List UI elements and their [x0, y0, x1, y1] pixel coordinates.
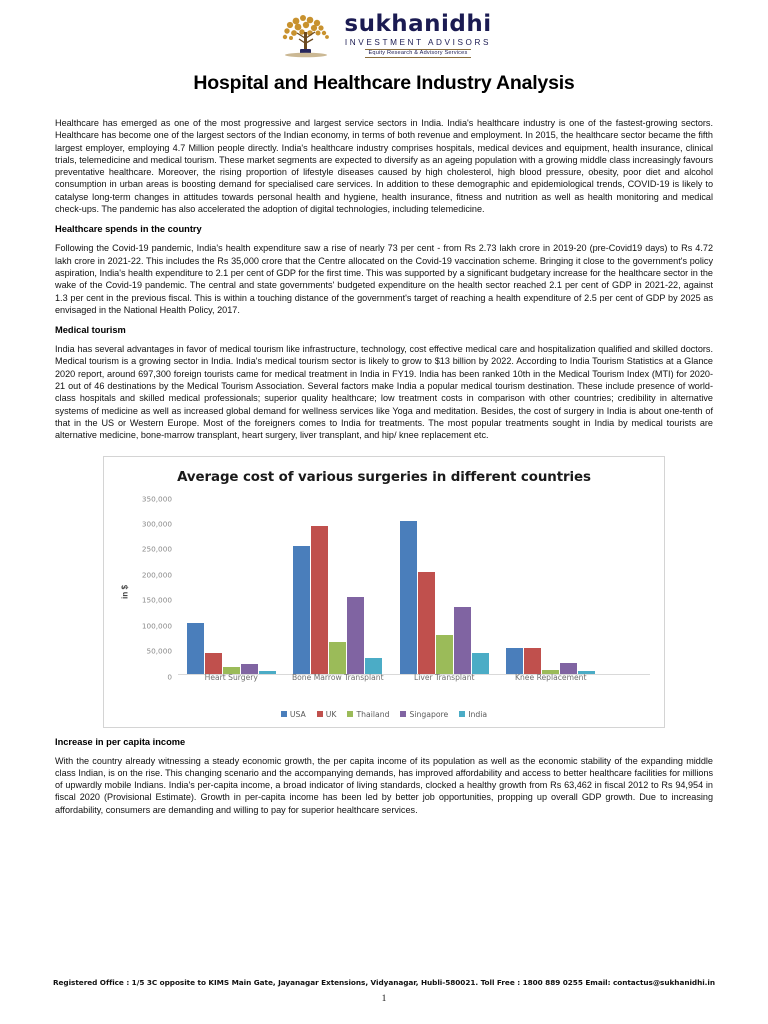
chart-legend-swatch: [400, 711, 406, 717]
chart-x-tick-label: Liver Transplant: [414, 672, 475, 682]
chart-legend-label: Thailand: [356, 709, 390, 719]
chart-bar: [454, 607, 471, 673]
chart-bar: [472, 653, 489, 673]
healthcare-spends-paragraph: Following the Covid-19 pandemic, India's health expenditure saw a rise of nearly 73 per cent - from Rs 2.73 lakh crore in 2019-20 (pre-Covid19 days) to Rs 4.72 lakh crore in 2021-22. This includes the Rs 35,000 crore that the Centre allocated on the Covid-19 vaccination scheme. Bringing it close to the government's policy aspiration, India's health expenditure to 2.1 per cent of GDP for the first time. This was supported by a significant budgetary increase for the healthcare sector in the wake of the Covid-19 pandemic. The central and state governments' budgeted expenditure on the health sector reached 2.1 per cent of GDP in 2021-22, against 1.3 per cent in the previous fiscal. This is within a touching distance of the government's target of reaching a health expenditure of 2.5 per cent of GDP by 2025 as envisaged in the National Health Policy, 2017.: [55, 243, 713, 315]
chart-bar-group: [391, 499, 498, 674]
chart-legend-item: [281, 710, 306, 719]
chart-y-tick: 350,000: [141, 494, 172, 504]
chart-y-tick: 250,000: [141, 544, 172, 554]
logo-subtitle: INVESTMENT ADVISORS: [344, 37, 492, 47]
chart-bar-group: [178, 499, 285, 674]
chart-legend-swatch: [459, 711, 465, 717]
chart-y-tick: 100,000: [141, 621, 172, 631]
chart-y-axis-label: in $: [120, 584, 130, 599]
chart-bar: [365, 658, 382, 673]
chart-y-tick: 200,000: [141, 570, 172, 580]
chart-bar: [347, 597, 364, 673]
chart-legend-item: [400, 710, 448, 719]
chart-y-axis-ticks: [130, 494, 176, 682]
section-heading-medical-tourism: Medical tourism: [55, 325, 126, 336]
chart-bar: [329, 642, 346, 674]
chart-bar: [436, 635, 453, 673]
page-number: 1: [381, 994, 387, 1004]
chart-y-tick: 50,000: [146, 646, 172, 656]
chart-bars-region: [178, 499, 650, 675]
per-capita-income-paragraph: With the country already witnessing a steady economic growth, the per capita income of its population as well as the economic stability of the expanding middle class Indian, is on the rise. This changing scenario and the accompanying demands, has improved affordability and access to better healthcare facilities for millions of upwardly mobile Indians. India's per-capita income, a broad indicator of living standards, clocked a healthy growth from Rs 63,462 in fiscal 2012 to Rs 94,954 in fiscal 2020 (Provisional Estimate). Growth in per-capita income has been led by better job opportunities, propping up overall GDP growth. Due to increasing affordability, consumers are demanding and willing to pay for superior healthcare services.: [55, 755, 713, 815]
tree-icon: [276, 12, 338, 58]
chart-legend-item: [317, 710, 337, 719]
chart-x-tick-label: Knee Replacement: [515, 672, 587, 682]
surgery-cost-chart: [103, 456, 665, 728]
document-body: [0, 117, 768, 816]
chart-legend-swatch: [347, 711, 353, 717]
chart-y-tick: 150,000: [141, 595, 172, 605]
page-footer: [0, 978, 768, 1004]
chart-y-tick: 0: [167, 672, 172, 682]
chart-bar: [506, 648, 523, 673]
section-heading-per-capita-income: Increase in per capita income: [55, 736, 186, 747]
chart-bar: [293, 546, 310, 673]
chart-legend-label: UK: [325, 709, 337, 719]
medical-tourism-paragraph: India has several advantages in favor of medical tourism like infrastructure, technology, cost effective medical care and hospitalization qualified and skilled doctors. Medical tourism is a growing sector in India. India's medical tourism sector is likely to grow to $13 billion by 2022. According to India Tourism Statistics at a Glance 2020 report, around 697,300 foreign tourists came for medical treatment in India in FY19. India has been ranked 10th in the Medical Tourism Index (MTI) for 2020-21 out of 46 destinations by the Medical Tourism Association. Several factors make India a popular medical tourism destination. These include presence of world-class hospitals and skilled medical professionals; superior quality healthcare; low treatment costs in comparison with other countries; credibility in alternative systems of medicine as well as increased global demand for wellness services like Yoga and meditation. Besides, the cost of surgery in India is about one-tenth of that in the US or Western Europe. Most of the foreigners comes to India for treatments. The most popular treatments sought in India by medical tourists are alternative medicine, bone-marrow transplant, heart surgery, liver transplant, and hip/ knee replacement etc.: [55, 344, 713, 441]
chart-bar: [400, 521, 417, 674]
chart-legend-item: [459, 710, 487, 719]
chart-x-tick-label: Bone Marrow Transplant: [291, 672, 384, 682]
footer-contact-info: Registered Office : 1/5 3C opposite to KIMS Main Gate, Jayanagar Extensions, Vidyanagar, Hubli-580021. Toll Free : 1800 889 0255 Email: contactus@sukhanidhi.in: [52, 978, 716, 987]
chart-y-tick: 300,000: [141, 519, 172, 529]
company-logo: [0, 0, 768, 58]
intro-paragraph: Healthcare has emerged as one of the most progressive and largest service sectors in India. India's healthcare industry is one of the fastest-growing sectors. Healthcare has become one of the largest sectors of the Indian economy, in terms of both revenue and employment. In 2015, the healthcare sector became the fifth largest employer, employing 4.7 Million people directly. India's healthcare industry comprises hospitals, medical devices and equipment, health insurance, clinical trials, telemedicine and medical tourism. These market segments are expected to diversify as an ageing population with a growing middle class increasingly favours preventative healthcare. Moreover, the rising proportion of lifestyle diseases caused by high cholesterol, high blood pressure, obesity, poor diet and alcohol consumption in urban areas is boosting demand for specialised care services. In addition to these demographic and epidemiological trends, COVID-19 is likely to catalyse long-term changes in attitudes towards personal health and hygiene, health insurance, fitness and nutrition as well as health monitoring and medical check-ups. The pandemic has also accelerated the adoption of digital technologies, including telemedicine.: [55, 118, 713, 215]
chart-x-axis-labels: [178, 673, 650, 697]
section-heading-healthcare-spends: Healthcare spends in the country: [55, 224, 202, 235]
chart-bar-group: [498, 499, 605, 674]
logo-tagline: Equity Research & Advisory Services: [365, 49, 470, 58]
chart-bar: [205, 653, 222, 673]
chart-title: Average cost of various surgeries in different countries: [177, 469, 591, 485]
chart-bar: [311, 526, 328, 673]
logo-company-name: sukhanidhi: [344, 10, 492, 37]
chart-bar: [418, 572, 435, 674]
chart-bar: [187, 623, 204, 674]
chart-legend-item: [347, 710, 389, 719]
chart-legend-swatch: [317, 711, 323, 717]
chart-legend-swatch: [281, 711, 287, 717]
chart-bar: [524, 648, 541, 673]
chart-legend: [104, 710, 664, 719]
chart-x-tick-label: Heart Surgery: [204, 672, 258, 682]
chart-legend-label: India: [468, 709, 488, 719]
chart-legend-label: Singapore: [409, 709, 449, 719]
chart-legend-label: USA: [289, 709, 306, 719]
page-title: Hospital and Healthcare Industry Analysis: [193, 72, 575, 94]
chart-bar-group: [285, 499, 392, 674]
